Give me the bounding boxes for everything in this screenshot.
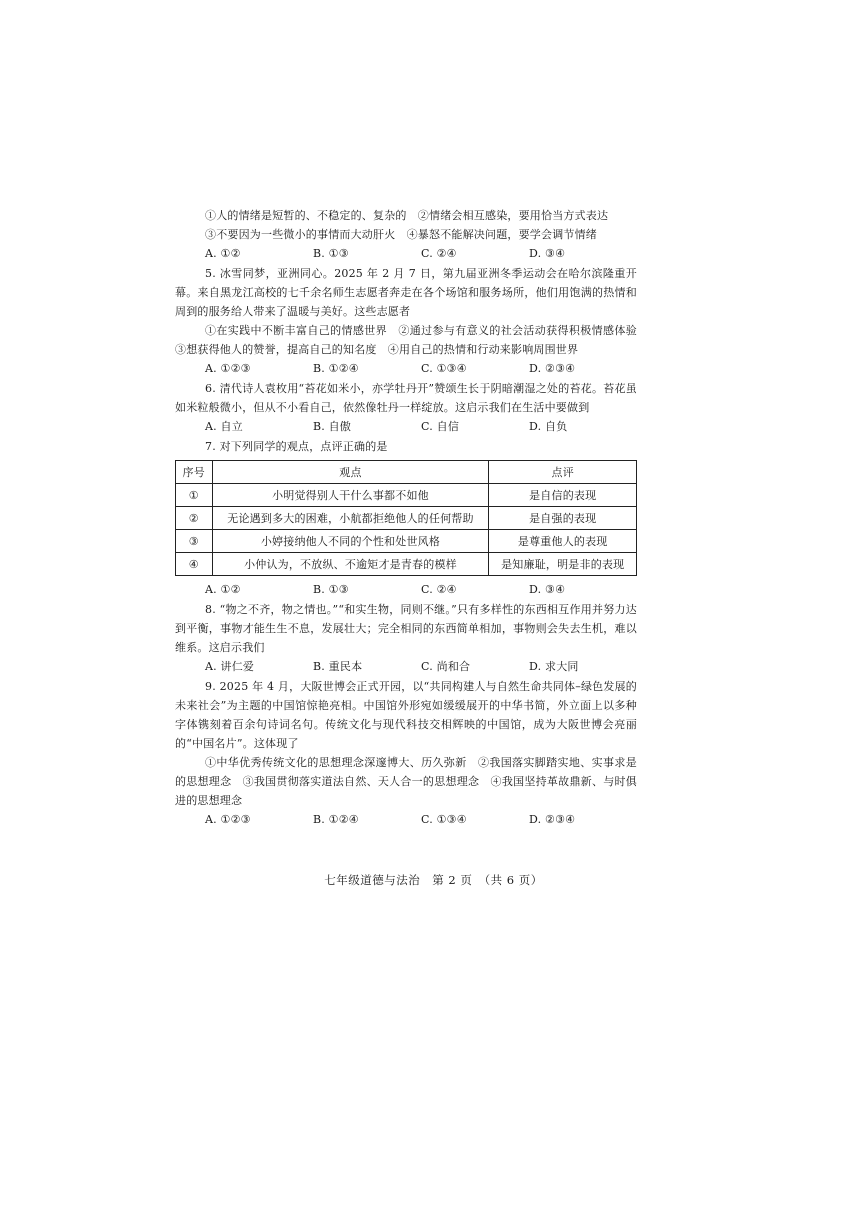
q9-option-a: A. ①②③ [205, 813, 251, 826]
q7-header-index: 序号 [176, 461, 213, 484]
q7-table-header [176, 461, 637, 484]
q5-option-b: B. ①②④ [313, 362, 359, 375]
q7-row1-view: 小明觉得别人干什么事都不如他 [212, 484, 489, 507]
table-row [176, 507, 637, 530]
q7-row4-view: 小仲认为，不放纵、不逾矩才是青春的模样 [212, 553, 489, 576]
q7-row4-index: ④ [176, 553, 213, 576]
q4-statements-line2: ③不要因为一些微小的事情而大动肝火 ④暴怒不能解决问题，要学会调节情绪 [205, 228, 597, 241]
q6-option-b: B. 自傲 [313, 420, 352, 433]
q5-option-d: D. ②③④ [529, 362, 576, 375]
q9-options [175, 810, 637, 830]
q5-statements: ①在实践中不断丰富自己的情感世界 ②通过参与有意义的社会活动获得积极情感体验 ③想获得他人的赞誉，提高自己的知名度 ④用自己的热情和行动来影响周围世界 [175, 324, 649, 356]
q4-option-c: C. ②④ [421, 247, 457, 260]
q5-options [175, 359, 637, 379]
q9-option-c: C. ①③④ [421, 813, 467, 826]
q9-stem: 9. 2025 年 4 月，大阪世博会正式开园，以“共同构建人与自然生命共同体–绿色发展的未来社会”为主题的中国馆惊艳亮相。中国馆外形宛如缓缓展开的中华书简，外立面上以多种字体镌刻着百余句诗词名句。传统文化与现代科技交相辉映的中国馆，成为大阪世博会亮丽的“中国名片”。这体现了 [175, 680, 637, 750]
q7-row2-view: 无论遇到多大的困难，小航都拒绝他人的任何帮助 [212, 507, 489, 530]
q4-option-b: B. ①③ [313, 247, 349, 260]
table-row [176, 484, 637, 507]
q9-statements: ①中华优秀传统文化的思想理念深邃博大、历久弥新 ②我国落实脚踏实地、实事求是的思想理念 ③我国贯彻落实道法自然、天人合一的思想理念 ④我国坚持革故鼎新、与时俱进的思想理念 [175, 756, 637, 807]
q5-stem: 5. 冰雪同梦，亚洲同心。2025 年 2 月 7 日，第九届亚洲冬季运动会在哈尔滨隆重开幕。来自黑龙江高校的七千余名师生志愿者奔走在各个场馆和服务场所，他们用饱满的热情和周到的服务给人带来了温暖与美好。这些志愿者 [175, 267, 637, 318]
q4-options [175, 244, 637, 264]
q7-row1-comment: 是自信的表现 [489, 484, 637, 507]
q7-option-c: C. ②④ [421, 583, 457, 596]
q7-option-b: B. ①③ [313, 583, 349, 596]
q7-header-view: 观点 [212, 461, 489, 484]
q4-option-a: A. ①② [205, 247, 241, 260]
q7-row4-comment: 是知廉耻，明是非的表现 [489, 553, 637, 576]
q7-row2-comment: 是自强的表现 [489, 507, 637, 530]
q7-row3-index: ③ [176, 530, 213, 553]
q7-row3-comment: 是尊重他人的表现 [489, 530, 637, 553]
q9-option-b: B. ①②④ [313, 813, 359, 826]
q8-option-b: B. 重民本 [313, 660, 363, 673]
q6-option-d: D. 自负 [529, 420, 568, 433]
q8-option-a: A. 讲仁爱 [205, 660, 255, 673]
q7-row1-index: ① [176, 484, 213, 507]
page-footer: 七年级道德与法治 第 2 页 （共 6 页） [324, 873, 543, 887]
q7-header-comment: 点评 [489, 461, 637, 484]
q8-option-c: C. 尚和合 [421, 660, 471, 673]
q4-statements-line1: ①人的情绪是短暂的、不稳定的、复杂的 ②情绪会相互感染，要用恰当方式表达 [205, 209, 609, 222]
q7-row3-view: 小婷接纳他人不同的个性和处世风格 [212, 530, 489, 553]
table-row [176, 530, 637, 553]
q4-option-d: D. ③④ [529, 247, 566, 260]
q7-options [175, 580, 637, 600]
q5-option-c: C. ①③④ [421, 362, 467, 375]
q6-option-c: C. 自信 [421, 420, 460, 433]
q6-option-a: A. 自立 [205, 420, 243, 433]
q6-stem: 6. 清代诗人袁枚用“苔花如米小，亦学牡丹开”赞颂生长于阴暗潮湿之处的苔花。苔花虽如米粒般微小，但从不小看自己，依然像牡丹一样绽放。这启示我们在生活中要做到 [175, 382, 637, 414]
q6-options [175, 417, 637, 437]
q8-option-d: D. 求大同 [529, 660, 579, 673]
q7-option-d: D. ③④ [529, 583, 566, 596]
q7-stem: 7. 对下列同学的观点，点评正确的是 [205, 440, 388, 453]
q8-stem: 8. “物之不齐，物之情也。”“和实生物，同则不继。”只有多样性的东西相互作用并努力达到平衡，事物才能生生不息，发展壮大；完全相同的东西简单相加，事物则会失去生机，难以维系。这启示我们 [175, 603, 637, 654]
q7-row2-index: ② [176, 507, 213, 530]
q9-option-d: D. ②③④ [529, 813, 576, 826]
table-row [176, 553, 637, 576]
q8-options [175, 657, 637, 677]
q7-table [175, 460, 637, 576]
q5-option-a: A. ①②③ [205, 362, 251, 375]
exam-page [175, 206, 649, 830]
q7-option-a: A. ①② [205, 583, 241, 596]
